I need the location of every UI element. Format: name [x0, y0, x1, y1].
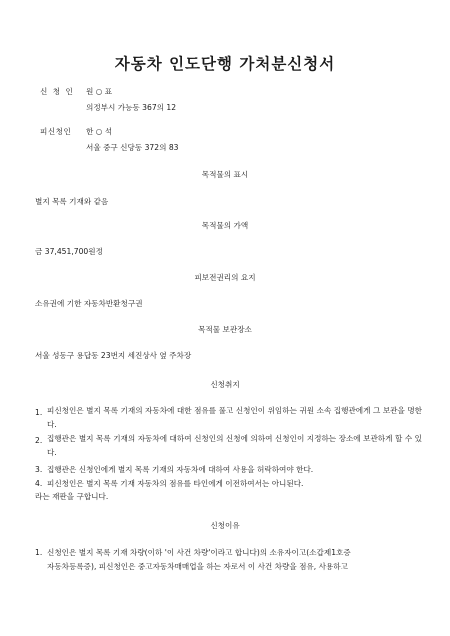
- reason-item-number: 1.: [35, 548, 43, 557]
- purpose-item-text: 피신청인은 별지 목록 기재의 자동차에 대한 점유를 풀고 신청인이 위임하는 귀원 소속 집행관에게 그 보관을 명한다.: [47, 406, 422, 429]
- storage-heading: 목적물 보관장소: [198, 325, 252, 334]
- value-text: 금 37,451,700원정: [35, 247, 103, 256]
- purpose-item-number: 3.: [35, 465, 43, 474]
- purpose-item-number: 4.: [35, 479, 43, 488]
- right-text: 소유권에 기한 자동차반환청구권: [35, 299, 143, 308]
- document-title: 자동차 인도단행 가처분신청서: [114, 54, 336, 73]
- purpose-item-text: 피신청인은 별지 목록 기재 자동차의 점유를 타인에게 이전하여서는 아니된다.: [47, 479, 304, 488]
- purpose-item-number: 2.: [35, 436, 43, 445]
- purpose-closing: 라는 재판을 구합니다.: [35, 492, 109, 501]
- value-heading: 목적물의 가액: [201, 221, 249, 230]
- purpose-heading: 신청취지: [210, 380, 240, 389]
- reason-heading: 신청이유: [210, 521, 240, 530]
- right-heading: 피보전권리의 요지: [194, 273, 256, 282]
- respondent-name: 한 ○ 석: [86, 127, 113, 136]
- applicant-label: 신 청 인: [40, 87, 75, 96]
- respondent-label: 피신청인: [40, 127, 72, 136]
- object-text: 별지 목록 기재와 같음: [35, 197, 109, 206]
- reason-item-line: 자동차등록증), 피신청인은 중고자동차매매업을 하는 자로서 이 사건 차량을 점유, 사용하고: [47, 562, 348, 571]
- purpose-item-text: 집행관은 별지 목록 기재의 자동차에 대하여 신청인의 신청에 의하여 신청인이 지정하는 장소에 보관하게 할 수 있다.: [47, 434, 422, 457]
- object-heading: 목적물의 표시: [201, 170, 249, 179]
- reason-item-line: 신청인은 별지 목록 기재 차량(이하 '이 사건 차량'이라고 합니다)의 소유자이고(소갑제1호증: [47, 548, 351, 557]
- respondent-address: 서울 중구 신당동 372의 83: [86, 143, 179, 152]
- applicant-name: 원 ○ 표: [86, 87, 113, 96]
- storage-text: 서울 성동구 용답동 23번지 세진상사 옆 주차장: [35, 351, 192, 360]
- purpose-item-number: 1.: [35, 408, 43, 417]
- applicant-address: 의정부시 가능동 367의 12: [86, 103, 177, 112]
- purpose-item-text: 집행관은 신청인에게 별지 목록 기재의 자동차에 대하여 사용을 허락하여야 한다.: [47, 465, 314, 474]
